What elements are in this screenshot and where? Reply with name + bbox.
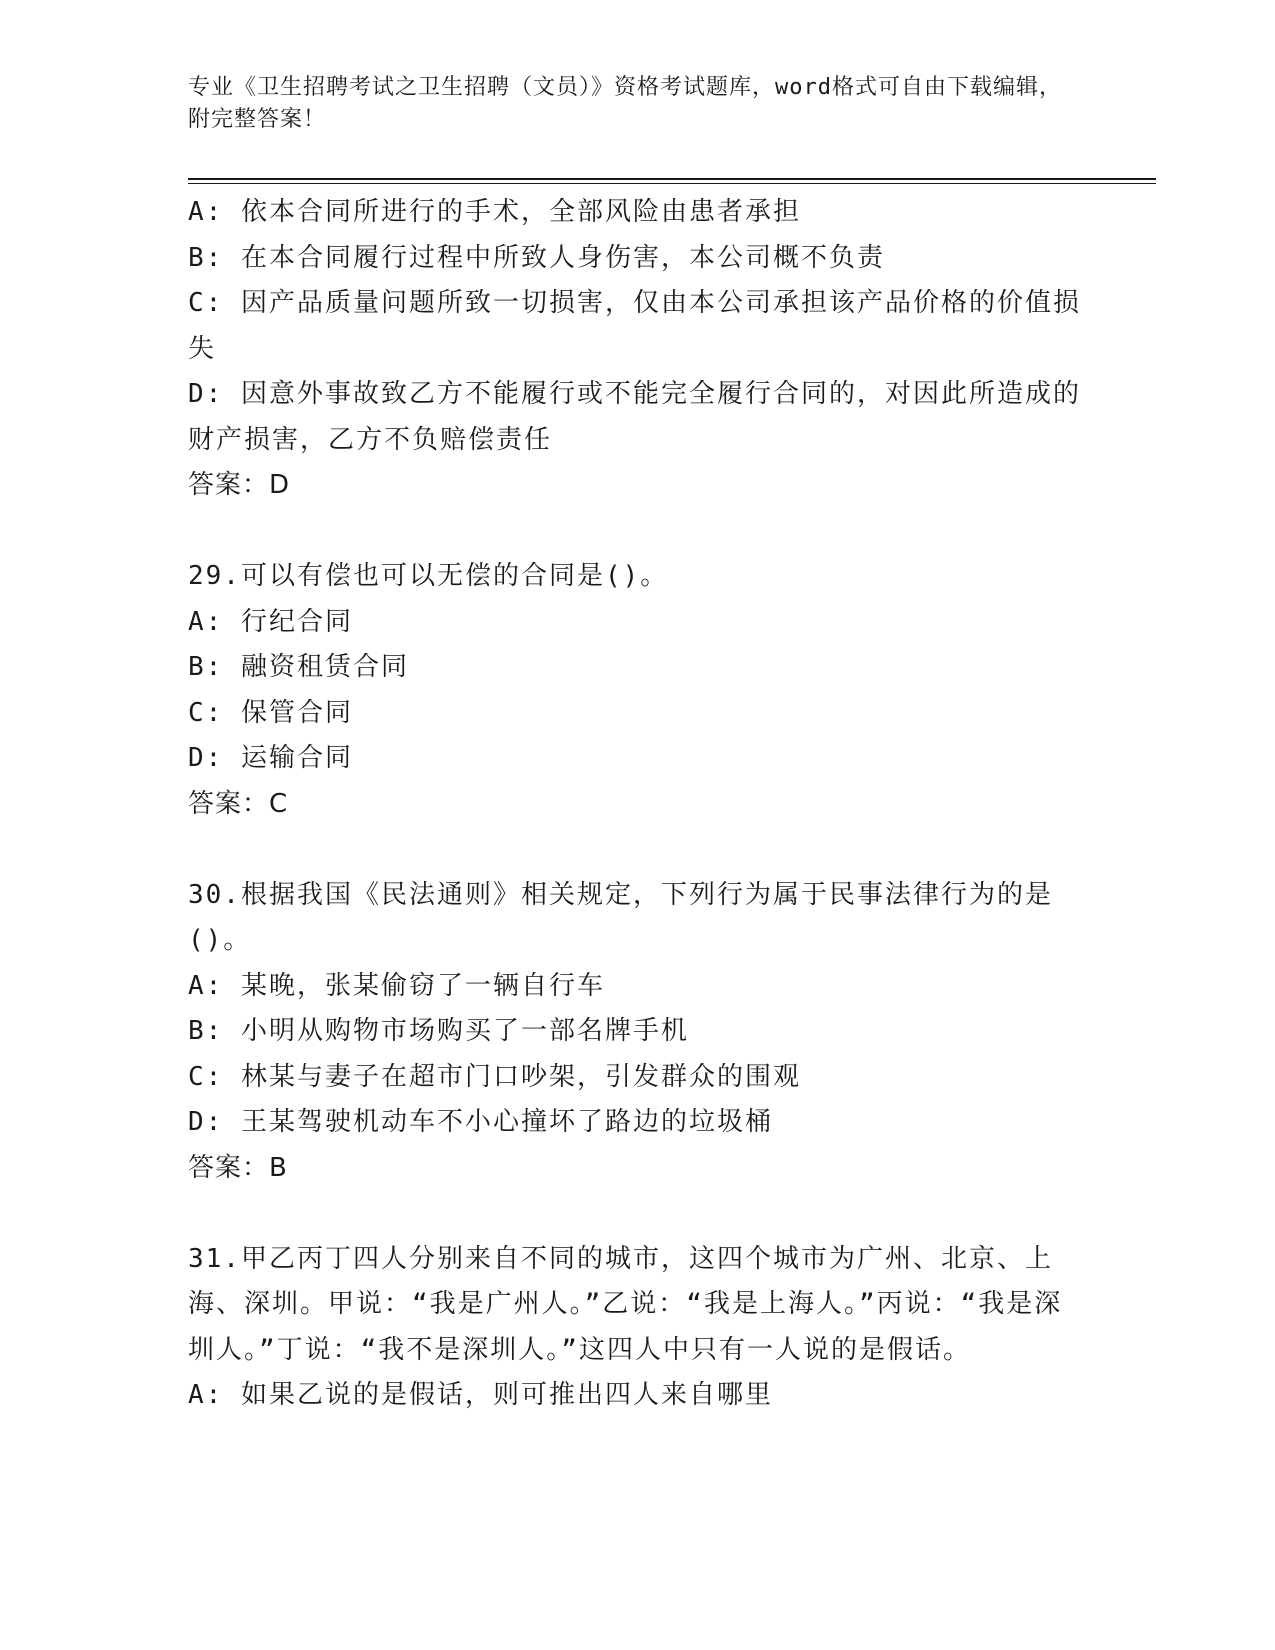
question-text: 29.可以有偿也可以无偿的合同是()。 [188, 561, 669, 591]
question-content [188, 190, 1088, 1419]
option-a: A: 行纪合同 [188, 606, 353, 637]
option-b: B: 在本合同履行过程中所致人身伤害，本公司概不负责 [188, 242, 885, 273]
option-a: A: 如果乙说的是假话，则可推出四人来自哪里 [188, 1380, 773, 1410]
option-a: A: 依本合同所进行的手术，全部风险由患者承担 [188, 197, 801, 227]
option-d: D: 王某驾驶机动车不小心撞坏了路边的垃圾桶 [188, 1107, 773, 1137]
option-c: C: 林某与妻子在超市门口吵架，引发群众的围观 [188, 1061, 801, 1092]
question-block-31 [188, 1237, 1088, 1419]
question-text: 31.甲乙丙丁四人分别来自不同的城市，这四个城市为广州、北京、上海、深圳。甲说：“我是广州人。”乙说：“我是上海人。”丙说：“我是深圳人。”丁说：“我不是深圳人。”这四人中只有一人说的是假话。 [188, 1243, 1063, 1365]
option-b: B: 小明从购物市场购买了一部名牌手机 [188, 1016, 689, 1046]
question-block-29 [188, 554, 1088, 827]
spacer [188, 827, 1088, 873]
spacer [188, 509, 1088, 555]
answer-text: 答案：C [188, 788, 289, 819]
option-c: C: 因产品质量问题所致一切损害，仅由本公司承担该产品价格的价值损失 [188, 288, 1081, 364]
option-d: D: 因意外事故致乙方不能履行或不能完全履行合同的，对因此所造成的财产损害，乙方不负赔偿责任 [188, 379, 1081, 455]
header-divider [188, 178, 1156, 184]
option-b: B: 融资租赁合同 [188, 652, 409, 682]
question-block-30 [188, 873, 1088, 1192]
document-header [188, 72, 1068, 136]
option-d: D: 运输合同 [188, 743, 353, 773]
answer-text: 答案：B [188, 1152, 288, 1183]
question-text: 30.根据我国《民法通则》相关规定，下列行为属于民事法律行为的是()。 [188, 879, 1053, 955]
header-intro-text: 专业《卫生招聘考试之卫生招聘（文员）》资格考试题库，word格式可自由下载编辑，附完整答案！ [188, 75, 1062, 132]
option-c: C: 保管合同 [188, 697, 353, 728]
option-a: A: 某晚，张某偷窃了一辆自行车 [188, 970, 605, 1001]
answer-text: 答案：D [188, 470, 291, 500]
question-block-28 [188, 190, 1088, 509]
spacer [188, 1191, 1088, 1237]
